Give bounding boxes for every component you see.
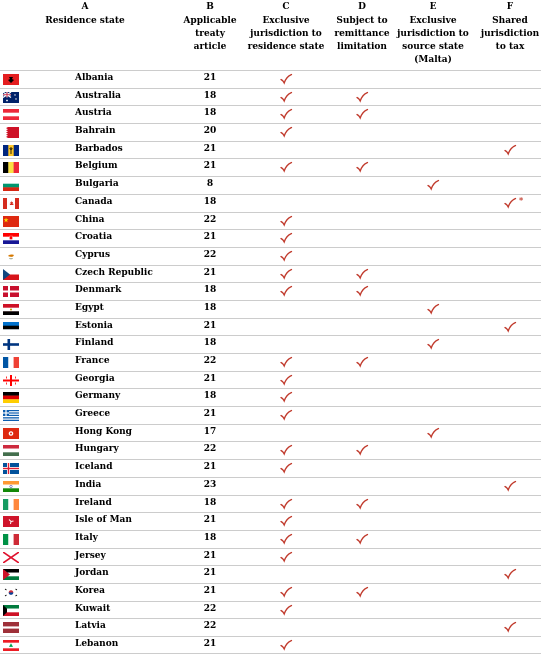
table-row (0, 229, 541, 247)
belgium-flag-icon (3, 162, 19, 173)
residence-state-name: China (75, 214, 105, 225)
exclusive-residence-checkmark-icon (279, 443, 293, 457)
australia-flag-icon (3, 92, 19, 103)
residence-state-name: Cyprus (75, 249, 111, 260)
treaty-article: 21 (203, 568, 217, 579)
exclusive-residence-checkmark-icon (279, 390, 293, 404)
residence-state-name: Italy (75, 532, 98, 543)
table-row (0, 282, 541, 300)
residence-state-name: Egypt (75, 302, 104, 313)
table-row (0, 406, 541, 424)
remittance-limitation-checkmark-icon (355, 107, 369, 121)
table-row (0, 601, 541, 619)
table-row (0, 212, 541, 230)
remittance-limitation-checkmark-icon (355, 585, 369, 599)
germany-flag-icon (3, 392, 19, 403)
remittance-limitation-checkmark-icon (355, 90, 369, 104)
treaty-article: 18 (203, 497, 217, 508)
shared-jurisdiction-checkmark-icon (503, 567, 517, 581)
lebanon-flag-icon (3, 640, 19, 651)
residence-state-name: Ireland (75, 497, 112, 508)
exclusive-residence-checkmark-icon (279, 461, 293, 475)
residence-state-name: Isle of Man (75, 515, 132, 526)
table-row (0, 88, 541, 106)
egypt-flag-icon (3, 304, 19, 315)
residence-state-name: Bulgaria (75, 179, 119, 190)
austria-flag-icon (3, 109, 19, 120)
remittance-limitation-checkmark-icon (355, 443, 369, 457)
exclusive-residence-checkmark-icon (279, 585, 293, 599)
residence-state-name: Lebanon (75, 639, 119, 649)
residence-state-name: Canada (75, 196, 113, 207)
treaty-article: 18 (203, 196, 217, 207)
treaty-article: 21 (203, 373, 217, 384)
exclusive-residence-checkmark-icon (279, 638, 293, 652)
greece-flag-icon (3, 410, 19, 421)
jordan-flag-icon (3, 569, 19, 580)
residence-state-name: Korea (75, 585, 105, 596)
residence-state-name: Hong Kong (75, 426, 132, 437)
exclusive-source-checkmark-icon (426, 337, 440, 351)
treaty-article: 21 (203, 639, 217, 649)
table-row (0, 495, 541, 513)
col-title-c: Exclusive jurisdiction to residence state (247, 16, 325, 52)
residence-state-name: Denmark (75, 285, 122, 296)
col-letter-b: B (206, 2, 214, 12)
exclusive-residence-checkmark-icon (279, 497, 293, 511)
exclusive-residence-checkmark-icon (279, 408, 293, 422)
footnote-asterisk: * (519, 194, 524, 205)
treaty-article: 8 (206, 179, 214, 190)
italy-flag-icon (3, 534, 19, 545)
exclusive-source-checkmark-icon (426, 426, 440, 440)
table-row (0, 441, 541, 459)
treaty-article: 18 (203, 338, 217, 349)
table-row (0, 194, 541, 212)
shared-jurisdiction-checkmark-icon (503, 620, 517, 634)
table-row (0, 105, 541, 123)
col-title-a: Residence state (45, 16, 125, 26)
remittance-limitation-checkmark-icon (355, 160, 369, 174)
table-row (0, 388, 541, 406)
treaty-article: 22 (203, 621, 217, 632)
table-row (0, 583, 541, 601)
jersey-flag-icon (3, 552, 19, 563)
ireland-flag-icon (3, 499, 19, 510)
table-row (0, 548, 541, 566)
treaty-article: 18 (203, 108, 217, 119)
table-body (0, 70, 541, 654)
table-row (0, 618, 541, 636)
exclusive-residence-checkmark-icon (279, 249, 293, 263)
col-letter-f: F (506, 2, 514, 12)
treaty-article: 21 (203, 515, 217, 526)
treaty-article: 21 (203, 73, 217, 83)
exclusive-residence-checkmark-icon (279, 72, 293, 86)
exclusive-residence-checkmark-icon (279, 532, 293, 546)
treaty-article: 22 (203, 214, 217, 225)
table-row (0, 265, 541, 283)
residence-state-name: India (75, 479, 102, 490)
exclusive-residence-checkmark-icon (279, 125, 293, 139)
residence-state-name: Georgia (75, 373, 115, 384)
treaty-article: 22 (203, 444, 217, 455)
india-flag-icon (3, 481, 19, 492)
col-title-d: Subject to remittance limitation (334, 16, 390, 52)
exclusive-residence-checkmark-icon (279, 373, 293, 387)
cyprus-flag-icon (3, 251, 19, 262)
table-row (0, 70, 541, 88)
exclusive-residence-checkmark-icon (279, 550, 293, 564)
bahrain-flag-icon (3, 127, 19, 138)
exclusive-residence-checkmark-icon (279, 231, 293, 245)
table-row (0, 459, 541, 477)
col-letter-c: C (282, 2, 290, 12)
kuwait-flag-icon (3, 605, 19, 616)
residence-state-name: Austria (75, 108, 112, 119)
table-row (0, 318, 541, 336)
table-row (0, 371, 541, 389)
treaty-article: 22 (203, 356, 217, 366)
residence-state-name: Kuwait (75, 603, 111, 614)
treaty-article: 21 (203, 550, 217, 561)
treaty-article: 22 (203, 249, 217, 260)
residence-state-name: Barbados (75, 143, 123, 154)
czech-flag-icon (3, 269, 19, 280)
remittance-limitation-checkmark-icon (355, 532, 369, 546)
residence-state-name: France (75, 356, 110, 366)
treaty-article: 21 (203, 232, 217, 243)
col-title-b: Applicable treaty article (183, 16, 237, 52)
treaty-article: 21 (203, 320, 217, 331)
georgia-flag-icon (3, 375, 19, 386)
table-row (0, 636, 541, 654)
treaty-article: 18 (203, 90, 217, 101)
residence-state-name: Germany (75, 391, 121, 402)
residence-state-name: Czech Republic (75, 267, 153, 278)
croatia-flag-icon (3, 233, 19, 244)
col-letter-a: A (81, 2, 89, 12)
table-row (0, 335, 541, 353)
table-row (0, 477, 541, 495)
latvia-flag-icon (3, 622, 19, 633)
denmark-flag-icon (3, 286, 19, 297)
treaty-article: 21 (203, 462, 217, 473)
treaty-article: 21 (203, 585, 217, 596)
france-flag-icon (3, 357, 19, 368)
table-row (0, 141, 541, 159)
residence-state-name: Estonia (75, 320, 113, 331)
residence-state-name: Jordan (75, 568, 109, 579)
exclusive-residence-checkmark-icon (279, 107, 293, 121)
col-title-e: Exclusive jurisdiction to source state (Malta) (397, 16, 469, 65)
exclusive-residence-checkmark-icon (279, 603, 293, 617)
table-row (0, 424, 541, 442)
residence-state-name: Croatia (75, 232, 113, 243)
canada-flag-icon (3, 198, 19, 209)
bulgaria-flag-icon (3, 180, 19, 191)
residence-state-name: Hungary (75, 444, 119, 455)
treaty-article: 20 (203, 126, 217, 137)
shared-jurisdiction-checkmark-icon (503, 320, 517, 334)
treaty-article: 18 (203, 532, 217, 543)
exclusive-residence-checkmark-icon (279, 160, 293, 174)
hungary-flag-icon (3, 445, 19, 456)
remittance-limitation-checkmark-icon (355, 267, 369, 281)
isleofman-flag-icon (3, 516, 19, 527)
residence-state-name: Jersey (75, 550, 106, 561)
residence-state-name: Finland (75, 338, 114, 349)
table-row (0, 300, 541, 318)
exclusive-residence-checkmark-icon (279, 355, 293, 369)
iceland-flag-icon (3, 463, 19, 474)
remittance-limitation-checkmark-icon (355, 284, 369, 298)
table-row (0, 353, 541, 371)
residence-state-name: Australia (75, 90, 121, 101)
treaty-article: 21 (203, 161, 217, 172)
shared-jurisdiction-checkmark-icon (503, 479, 517, 493)
treaty-article: 21 (203, 267, 217, 278)
exclusive-source-checkmark-icon (426, 178, 440, 192)
table-row (0, 530, 541, 548)
korea-flag-icon (3, 587, 19, 598)
shared-jurisdiction-checkmark-icon (503, 196, 517, 210)
treaty-article: 17 (203, 426, 217, 437)
china-flag-icon (3, 216, 19, 227)
treaty-article: 22 (203, 603, 217, 614)
col-title-f: Shared jurisdiction to tax (480, 16, 540, 52)
residence-state-name: Albania (75, 73, 114, 83)
residence-state-name: Iceland (75, 462, 113, 473)
finland-flag-icon (3, 339, 19, 350)
albania-flag-icon (3, 74, 19, 85)
col-letter-d: D (358, 2, 366, 12)
residence-state-name: Bahrain (75, 126, 116, 137)
treaty-article: 18 (203, 302, 217, 313)
exclusive-source-checkmark-icon (426, 302, 440, 316)
exclusive-residence-checkmark-icon (279, 514, 293, 528)
estonia-flag-icon (3, 322, 19, 333)
remittance-limitation-checkmark-icon (355, 497, 369, 511)
table-row (0, 512, 541, 530)
treaty-article: 18 (203, 391, 217, 402)
hongkong-flag-icon (3, 428, 19, 439)
remittance-limitation-checkmark-icon (355, 355, 369, 369)
table-row (0, 123, 541, 141)
table-row (0, 247, 541, 265)
exclusive-residence-checkmark-icon (279, 267, 293, 281)
residence-state-name: Latvia (75, 621, 106, 632)
treaty-article: 18 (203, 285, 217, 296)
residence-state-name: Greece (75, 409, 111, 420)
table-row (0, 565, 541, 583)
exclusive-residence-checkmark-icon (279, 284, 293, 298)
table-row (0, 176, 541, 194)
barbados-flag-icon (3, 145, 19, 156)
treaty-article: 23 (203, 479, 217, 490)
col-letter-e: E (429, 2, 437, 12)
residence-state-name: Belgium (75, 161, 118, 172)
exclusive-residence-checkmark-icon (279, 90, 293, 104)
table-row (0, 158, 541, 176)
shared-jurisdiction-checkmark-icon (503, 143, 517, 157)
exclusive-residence-checkmark-icon (279, 214, 293, 228)
treaty-article: 21 (203, 409, 217, 420)
table-header (0, 0, 541, 71)
treaty-article: 21 (203, 143, 217, 154)
